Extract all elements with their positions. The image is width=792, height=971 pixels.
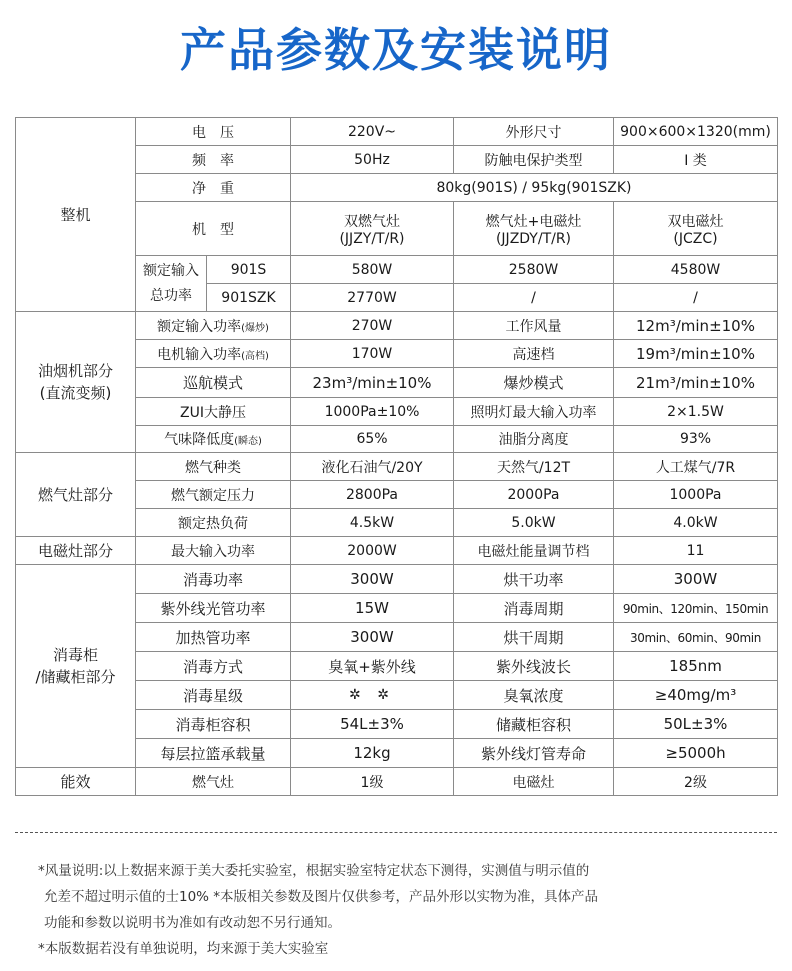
label-text: 额定输入功率: [157, 318, 242, 335]
row-label: 臭氧浓度: [454, 681, 614, 710]
table-row: [16, 565, 778, 594]
page-title: 产品参数及安装说明: [180, 23, 612, 77]
cell-value: 2000W: [291, 537, 454, 565]
model-label: 901S: [207, 256, 291, 284]
model-code: (JJZY/T/R): [339, 230, 405, 247]
section-cabinet-line1: 消毒柜: [52, 646, 98, 664]
row-label: 电磁灶: [454, 768, 614, 796]
label-note: (瞬态): [234, 436, 262, 447]
row-label: 频 率: [136, 146, 291, 174]
cell-value: 4.5kW: [291, 509, 454, 537]
row-label: 油脂分离度: [454, 426, 614, 453]
cell-value: /: [614, 284, 778, 312]
table-row: [16, 312, 778, 340]
cell-value: 2级: [614, 768, 778, 796]
cell-value: 50Hz: [291, 146, 454, 174]
label-note: (高档): [241, 350, 269, 362]
table-row: [16, 537, 778, 565]
cell-value: 臭氧+紫外线: [291, 652, 454, 681]
cell-value: 12kg: [291, 739, 454, 768]
row-label: [136, 426, 291, 453]
cell-value: 90min、120min、150min: [614, 594, 778, 623]
label-text: 气味降低度: [164, 432, 235, 448]
row-label: 最大输入功率: [136, 537, 291, 565]
cell-value: 270W: [291, 312, 454, 340]
section-stove: 燃气灶部分: [16, 453, 136, 537]
row-label: 烘干功率: [454, 565, 614, 594]
rated-label-line1: 额定输入: [143, 262, 199, 279]
cell-value: 天然气/12T: [454, 453, 614, 481]
row-label: [136, 340, 291, 368]
cell-value: 人工煤气/7R: [614, 453, 778, 481]
row-label: 每层拉篮承载量: [136, 739, 291, 768]
cell-value: 185nm: [614, 652, 778, 681]
row-label: 额定热负荷: [136, 509, 291, 537]
row-label: 外形尺寸: [454, 118, 614, 146]
cell-value: 2580W: [454, 256, 614, 284]
row-label: 爆炒模式: [454, 368, 614, 398]
cell-value: 65%: [291, 426, 454, 453]
row-label: 消毒周期: [454, 594, 614, 623]
label-text: 电机输入功率: [157, 346, 242, 363]
cell-value: 2800Pa: [291, 481, 454, 509]
cell-value: 1000Pa: [614, 481, 778, 509]
row-label: 电磁灶能量调节档: [454, 537, 614, 565]
row-label: 紫外线波长: [454, 652, 614, 681]
cell-value: ≥40mg/m³: [614, 681, 778, 710]
cell-value: 1000Pa±10%: [291, 398, 454, 426]
cell-value: 580W: [291, 256, 454, 284]
cell-value: 2000Pa: [454, 481, 614, 509]
row-label: 燃气额定压力: [136, 481, 291, 509]
cell-value: 4580W: [614, 256, 778, 284]
row-label: 消毒方式: [136, 652, 291, 681]
row-label: 照明灯最大输入功率: [454, 398, 614, 426]
section-efficiency: 能效: [16, 768, 136, 796]
section-induction: 电磁灶部分: [16, 537, 136, 565]
section-hood-line2: (直流变频): [39, 384, 112, 402]
label-note: (爆炒): [241, 322, 269, 334]
star-rating: ✲ ✲: [291, 681, 454, 710]
cell-value: [454, 202, 614, 256]
row-label: 燃气种类: [136, 453, 291, 481]
table-row: [16, 118, 778, 146]
row-label: 烘干周期: [454, 623, 614, 652]
cell-value: /: [454, 284, 614, 312]
model-name: 双电磁灶: [667, 213, 724, 230]
table-row: [16, 768, 778, 796]
cell-value: 900×600×1320(mm): [614, 118, 778, 146]
cell-value: 12m³/min±10%: [614, 312, 778, 340]
cell-value: 80kg(901S) / 95kg(901SZK): [291, 174, 778, 202]
cell-value: 30min、60min、90min: [614, 623, 778, 652]
footnote-line: *风量说明:以上数据来源于美大委托实验室，根据实验室特定状态下测得，实测值与明示值的: [38, 863, 590, 879]
footnote-line: 功能和参数以说明书为准如有改动恕不另行通知。: [44, 915, 341, 931]
section-hood-line1: 油烟机部分: [37, 362, 113, 380]
row-label: 电 压: [136, 118, 291, 146]
cell-value: 4.0kW: [614, 509, 778, 537]
cell-value: 19m³/min±10%: [614, 340, 778, 368]
row-label: 燃气灶: [136, 768, 291, 796]
cell-value: 液化石油气/20Y: [291, 453, 454, 481]
row-label: [136, 312, 291, 340]
row-label: 巡航模式: [136, 368, 291, 398]
cell-value: 170W: [291, 340, 454, 368]
cell-value: 2770W: [291, 284, 454, 312]
row-label: 净 重: [136, 174, 291, 202]
row-label: 消毒柜容积: [136, 710, 291, 739]
row-label: [136, 256, 207, 312]
cell-value: 300W: [291, 565, 454, 594]
cell-value: I 类: [614, 146, 778, 174]
row-label: 紫外线光管功率: [136, 594, 291, 623]
row-label: ZUI大静压: [136, 398, 291, 426]
cell-value: 300W: [614, 565, 778, 594]
model-name: 双燃气灶: [344, 213, 400, 230]
row-label: 消毒功率: [136, 565, 291, 594]
cell-value: 15W: [291, 594, 454, 623]
cell-value: [614, 202, 778, 256]
cell-value: 300W: [291, 623, 454, 652]
row-label: 防触电保护类型: [454, 146, 614, 174]
cell-value: 23m³/min±10%: [291, 368, 454, 398]
table-row: [16, 453, 778, 481]
rated-label-line2: 总功率: [150, 287, 192, 304]
section-cabinet: [16, 565, 136, 768]
spec-table: [15, 117, 778, 796]
cell-value: 220V~: [291, 118, 454, 146]
row-label: 工作风量: [454, 312, 614, 340]
cell-value: ≥5000h: [614, 739, 778, 768]
cell-value: [291, 202, 454, 256]
row-label: 储藏柜容积: [454, 710, 614, 739]
cell-value: 11: [614, 537, 778, 565]
model-code: (JJZDY/T/R): [495, 230, 572, 247]
cell-value: 21m³/min±10%: [614, 368, 778, 398]
row-label: 消毒星级: [136, 681, 291, 710]
cell-value: 93%: [614, 426, 778, 453]
section-hood: [16, 312, 136, 453]
row-label: 机 型: [136, 202, 291, 256]
model-code: (JCZC): [673, 230, 718, 247]
row-label: 紫外线灯管寿命: [454, 739, 614, 768]
section-cabinet-line2: /储藏柜部分: [35, 668, 116, 686]
cell-value: 50L±3%: [614, 710, 778, 739]
row-label: 加热管功率: [136, 623, 291, 652]
cell-value: 1级: [291, 768, 454, 796]
cell-value: 2×1.5W: [614, 398, 778, 426]
footnotes: [38, 858, 758, 962]
footnote-line: 允差不超过明示值的士10% *本版相关参数及图片仅供参考，产品外形以实物为准，具体产品: [44, 889, 599, 905]
model-label: 901SZK: [207, 284, 291, 312]
footnote-line: *本版数据若没有单独说明，均来源于美大实验室: [38, 941, 329, 957]
model-name: 燃气灶+电磁灶: [485, 213, 582, 230]
section-whole: 整机: [16, 118, 136, 312]
cell-value: 5.0kW: [454, 509, 614, 537]
dashed-divider: [15, 832, 777, 833]
cell-value: 54L±3%: [291, 710, 454, 739]
row-label: 高速档: [454, 340, 614, 368]
